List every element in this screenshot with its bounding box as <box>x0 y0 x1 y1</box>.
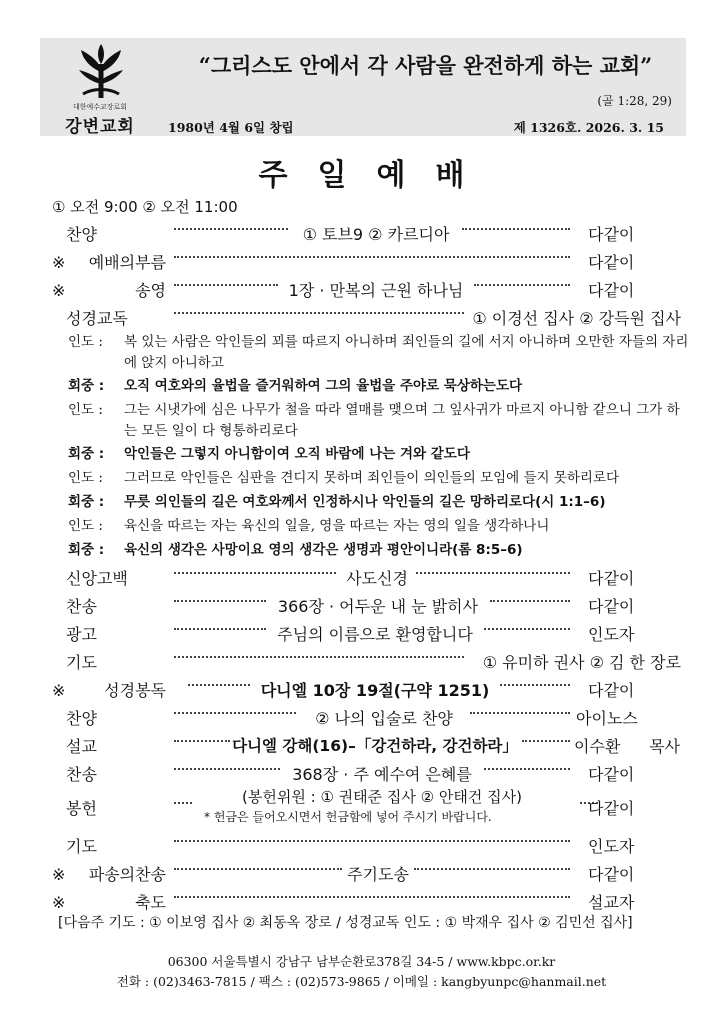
dotted-leader <box>174 840 570 842</box>
order-leader: 다같이 <box>588 799 635 818</box>
reading-line: 인도 : 그는 시냇가에 심은 나무가 철을 따라 열매를 맺으며 그 잎사귀가 마르지 아니함 같으니 그가 하는 모든 일이 다 형통하리로다 <box>68 402 680 439</box>
dotted-leader <box>174 600 266 602</box>
order-content: 366장 · 어두운 내 눈 밝히사 <box>277 597 479 616</box>
order-row-sending-hymn <box>0 862 723 887</box>
order-label: ※성경봉독 <box>52 681 166 700</box>
dotted-leader <box>174 256 570 258</box>
order-label: 광고 <box>66 625 97 644</box>
order-label: 찬송 <box>66 597 97 616</box>
order-leader: 인도자 <box>588 837 635 856</box>
order-leader: 다같이 <box>588 225 635 244</box>
dotted-leader <box>174 768 280 770</box>
founded-date: 1980년 4월 6일 창립 <box>168 120 294 135</box>
dotted-leader <box>174 284 278 286</box>
reading-line: 회중 : 육신의 생각은 사망이요 영의 생각은 생명과 평안이니라(롬 8:5–6) <box>68 542 523 558</box>
offering-note: * 헌금은 들어오시면서 헌금함에 넣어 주시기 바랍니다. <box>204 810 492 824</box>
order-row-creed <box>0 566 723 591</box>
order-leader: 다같이 <box>588 253 635 272</box>
church-contact: 전화 : (02)3463-7815 / 팩스 : (02)573-9865 / 이메일 : kangbyunpc@hanmail.net <box>116 974 607 989</box>
order-row-doxology <box>0 278 723 303</box>
reading-line: 회중 : 무릇 의인들의 길은 여호와께서 인정하시나 악인들의 길은 망하리로다(시 1:1–6) <box>68 494 606 510</box>
dotted-leader <box>174 572 336 574</box>
order-content: 다니엘 10장 19절(구약 1251) <box>260 681 490 700</box>
order-label: 기도 <box>66 653 97 672</box>
order-leader: 다같이 <box>588 569 635 588</box>
order-label: 찬송 <box>66 765 97 784</box>
dotted-leader <box>484 628 570 630</box>
offering-committee: (봉헌위원 : ① 권태준 집사 ② 안태건 집사) <box>242 788 522 806</box>
order-leader: 다같이 <box>588 765 635 784</box>
dotted-leader <box>174 712 296 714</box>
order-label: 봉헌 <box>66 799 97 818</box>
order-label: ※송영 <box>52 281 166 300</box>
page-title: 주일예배 <box>258 158 495 193</box>
order-row-praise <box>0 222 723 247</box>
order-row-hymn <box>0 594 723 619</box>
dotted-leader <box>462 228 570 230</box>
reading-line: 인도 : 육신을 따르는 자는 육신의 일을, 영을 따르는 자는 영의 일을 생각하나니 <box>68 518 550 534</box>
bulletin-header <box>40 38 686 136</box>
order-row-prayer <box>0 650 723 675</box>
order-content: 주기도송 <box>347 865 409 884</box>
order-row-scripture-reading <box>0 678 723 703</box>
reading-line: 회중 : 오직 여호와의 율법을 즐거워하여 그의 율법을 주야로 묵상하는도다 <box>68 378 523 394</box>
issue-number: 제 1326호. 2026. 3. 15 <box>513 120 664 135</box>
dotted-leader <box>174 740 230 742</box>
dotted-leader <box>416 572 570 574</box>
order-leader: ① 유미하 권사 ② 김 한 장로 <box>482 653 681 672</box>
dotted-leader <box>188 684 250 686</box>
motto-reference: (골 1:28, 29) <box>597 94 672 108</box>
dotted-leader <box>490 600 570 602</box>
order-leader: 다같이 <box>588 597 635 616</box>
order-label: ※예배의부름 <box>52 253 166 272</box>
dotted-leader <box>522 740 570 742</box>
order-row-hymn-2 <box>0 762 723 787</box>
order-label: 기도 <box>66 837 97 856</box>
order-row-sermon <box>0 734 723 759</box>
order-leader: 다같이 <box>588 681 635 700</box>
church-logo <box>40 38 160 136</box>
dotted-leader <box>174 802 192 804</box>
order-label: 찬양 <box>66 709 97 728</box>
order-label: 신앙고백 <box>66 569 128 588</box>
order-row-choir <box>0 706 723 731</box>
order-content: 다니엘 강해(16)–「강건하라, 강건하라」 <box>232 737 518 755</box>
dotted-leader <box>174 656 464 658</box>
order-leader: 아이노스 <box>576 709 638 728</box>
order-content: ① 토브9 ② 카르디아 <box>302 225 450 244</box>
order-row-announcements <box>0 622 723 647</box>
dotted-leader <box>174 628 266 630</box>
order-row-responsive-reading <box>0 306 723 331</box>
church-address: 06300 서울특별시 강남구 남부순환로378길 34-5 / www.kbpc.or.kr <box>167 954 556 969</box>
next-week-roles: [다음주 기도 : ① 이보영 집사 ② 최동옥 장로 / 성경교독 인도 : ① 박재우 집사 ② 김민선 집사] <box>58 915 633 931</box>
dotted-leader <box>470 712 570 714</box>
church-motto: “그리스도 안에서 각 사람을 완전하게 하는 교회” <box>198 53 653 78</box>
dotted-leader <box>484 768 570 770</box>
order-content: 1장 · 만복의 근원 하나님 <box>288 281 464 300</box>
order-leader: 다같이 <box>588 281 635 300</box>
order-content: 368장 · 주 예수여 은혜를 <box>292 765 472 784</box>
order-leader: 이수환 목사 <box>574 737 680 756</box>
reading-line: 회중 : 악인들은 그렇지 아니함이여 오직 바람에 나는 겨와 같도다 <box>68 446 470 462</box>
order-label: 찬양 <box>66 225 97 244</box>
order-label: ※축도 <box>52 893 166 912</box>
order-row-closing-prayer <box>0 834 723 859</box>
dotted-leader <box>414 868 570 870</box>
reading-line: 인도 : 복 있는 사람은 악인들의 꾀를 따르지 아니하며 죄인들의 길에 서지 아니하며 오만한 자들의 자리에 앉지 아니하고 <box>68 334 689 371</box>
dotted-leader <box>174 312 464 314</box>
dotted-leader <box>474 284 570 286</box>
service-times: ① 오전 9:00 ② 오전 11:00 <box>52 198 238 216</box>
order-leader: ① 이경선 집사 ② 강득원 집사 <box>472 309 681 328</box>
order-label: 설교 <box>66 737 97 756</box>
order-leader: 설교자 <box>588 893 635 912</box>
denomination-label: 대한예수교장로회 <box>72 103 128 111</box>
dotted-leader <box>174 868 342 870</box>
order-leader: 인도자 <box>588 625 635 644</box>
tree-logo-icon <box>73 42 129 100</box>
dotted-leader <box>500 684 570 686</box>
dotted-leader <box>174 896 570 898</box>
order-content: ② 나의 입술로 찬양 <box>315 709 453 728</box>
order-content: 주님의 이름으로 환영합니다 <box>277 625 473 644</box>
order-content: 사도신경 <box>346 569 408 588</box>
reading-line: 인도 : 그러므로 악인들은 심판을 견디지 못하며 죄인들이 의인들의 모임에 들지 못하리로다 <box>68 470 620 486</box>
church-name: 강변교회 <box>65 117 135 137</box>
order-leader: 다같이 <box>588 865 635 884</box>
order-row-call-to-worship <box>0 250 723 275</box>
dotted-leader <box>174 228 288 230</box>
order-label: ※파송의찬송 <box>52 865 166 884</box>
order-label: 성경교독 <box>66 309 128 328</box>
